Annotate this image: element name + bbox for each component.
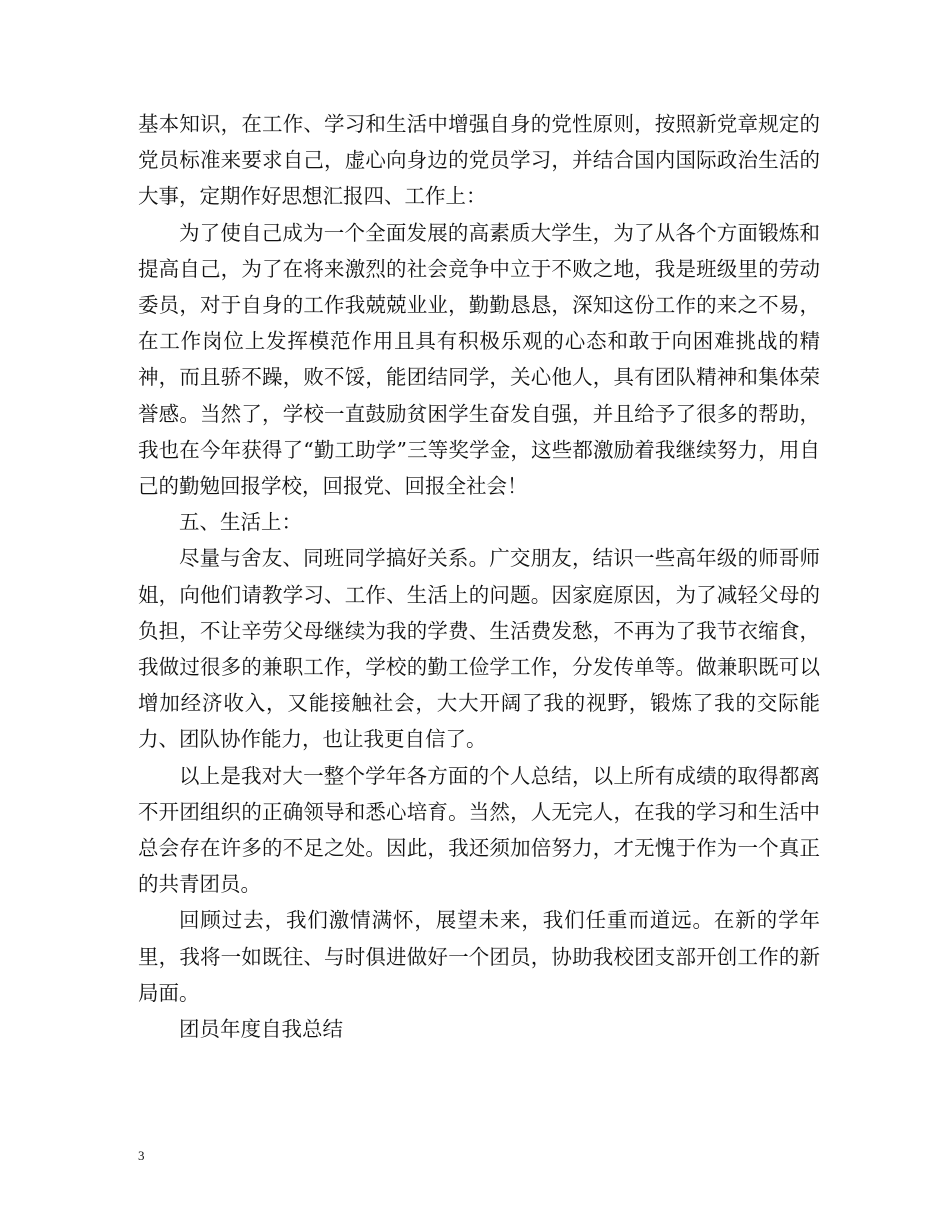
paragraph-5: 回顾过去，我们激情满怀，展望未来，我们任重而道远。在新的学年里，我将一如既往、与时俱进做好一个团员，协助我校团支部开创工作的新局面。 <box>138 908 820 1005</box>
page-number: 3 <box>138 1148 145 1163</box>
paragraph-3: 尽量与舍友、同班同学搞好关系。广交朋友，结识一些高年级的师哥师姐，向他们请教学习、工作、生活上的问题。因家庭原因，为了减轻父母的负担，不让辛劳父母继续为我的学费、生活费发愁，不再为了我节衣缩食，我做过很多的兼职工作，学校的勤工俭学工作，分发传单等。做兼职既可以增加经济收入，又能接触社会，大大开阔了我的视野，锻炼了我的交际能力、团队协作能力，也让我更自信了。 <box>138 546 820 752</box>
section-heading-life: 五、生活上： <box>179 510 302 535</box>
section-title-summary: 团员年度自我总结 <box>179 1017 343 1042</box>
document-body <box>138 106 820 1047</box>
paragraph-2: 为了使自己成为一个全面发展的高素质大学生，为了从各个方面锻炼和提高自己，为了在将来激烈的社会竞争中立于不败之地，我是班级里的劳动委员，对于自身的工作我兢兢业业，勤勤恳恳，深知这份工作的来之不易，在工作岗位上发挥模范作用且具有积极乐观的心态和敢于向困难挑战的精神，而且骄不躁，败不馁，能团结同学，关心他人，具有团队精神和集体荣誉感。当然了，学校一直鼓励贫困学生奋发自强，并且给予了很多的帮助，我也在今年获得了“勤工助学”三等奖学金，这些都激励着我继续努力，用自己的勤勉回报学校，回报党、回报全社会！ <box>138 220 820 499</box>
paragraph-1: 基本知识，在工作、学习和生活中增强自身的党性原则，按照新党章规定的党员标准来要求自己，虚心向身边的党员学习，并结合国内国际政治生活的大事，定期作好思想汇报四、工作上： <box>138 112 820 209</box>
paragraph-4: 以上是我对大一整个学年各方面的个人总结，以上所有成绩的取得都离不开团组织的正确领导和悉心培育。当然，人无完人，在我的学习和生活中总会存在许多的不足之处。因此，我还须加倍努力，才无愧于作为一个真正的共青团员。 <box>138 763 820 897</box>
